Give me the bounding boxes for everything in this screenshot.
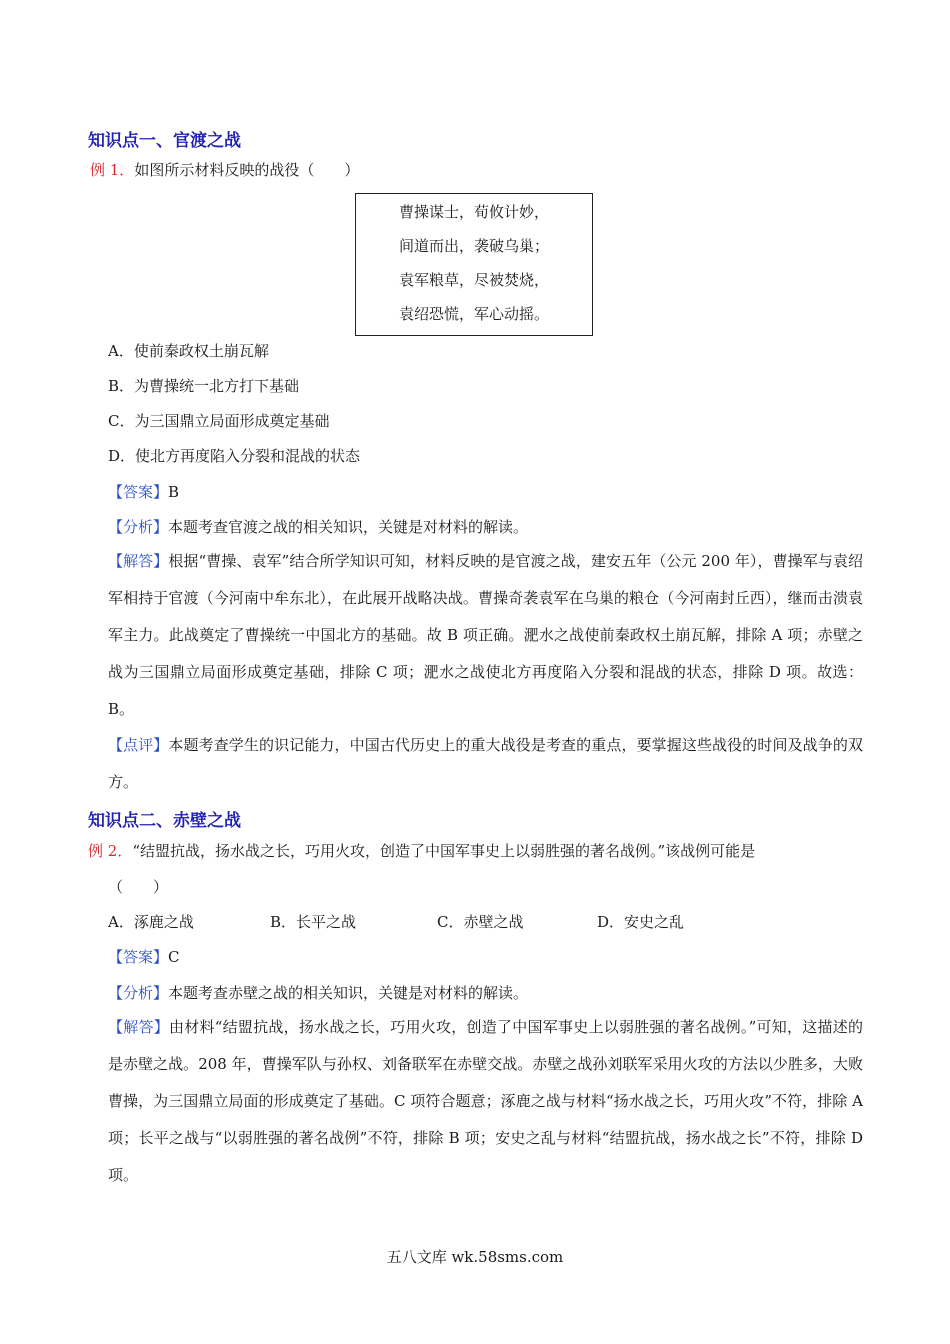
solution-paragraph bbox=[108, 543, 863, 728]
question-text: 如图所示材料反映的战役（ ） bbox=[134, 161, 360, 179]
option-d: D．使北方再度陷入分裂和混战的状态 bbox=[108, 447, 361, 465]
option-b: B．为曹操统一北方打下基础 bbox=[108, 377, 300, 395]
analysis-tag: 【分析】 bbox=[108, 984, 169, 1002]
option-b: B．长平之战 bbox=[270, 913, 357, 931]
analysis-tag: 【分析】 bbox=[108, 518, 169, 536]
option-c: C．赤壁之战 bbox=[437, 913, 524, 931]
option-d: D．安史之乱 bbox=[597, 913, 685, 931]
answer-value: B bbox=[168, 483, 180, 501]
answer-line bbox=[108, 947, 180, 967]
answer-value: C bbox=[168, 948, 180, 966]
answer-tag: 【答案】 bbox=[108, 483, 169, 501]
question-paren: （ ） bbox=[108, 878, 169, 896]
comment-tag: 【点评】 bbox=[108, 736, 169, 754]
analysis-line bbox=[108, 517, 528, 537]
example-2-question bbox=[88, 841, 755, 861]
section-heading-2: 知识点二、赤壁之战 bbox=[88, 811, 241, 831]
poem-line: 间道而出，袭破乌巢； bbox=[398, 237, 549, 255]
material-box bbox=[355, 193, 593, 336]
example-label: 例 1． bbox=[90, 161, 135, 179]
question-text: “结盟抗战，扬水战之长，巧用火攻，创造了中国军事史上以弱胜强的著名战例。”该战例可能是 bbox=[132, 842, 756, 860]
option-a: A．使前秦政权土崩瓦解 bbox=[108, 342, 269, 360]
footer-watermark: 五八文库 wk.58sms.com bbox=[386, 1248, 564, 1266]
comment-paragraph bbox=[108, 727, 863, 801]
solution-tag: 【解答】 bbox=[108, 1018, 169, 1036]
answer-line bbox=[108, 482, 179, 502]
option-a: A．涿鹿之战 bbox=[108, 913, 194, 931]
analysis-line bbox=[108, 983, 528, 1003]
section-heading-1: 知识点一、官渡之战 bbox=[88, 131, 241, 151]
solution-text: 根据“曹操、袁军”结合所学知识可知，材料反映的是官渡之战，建安五年（公元 200 年），曹操军与袁绍军相持于官渡（今河南中牟东北），在此展开战略决战。曹操奇袭袁军在乌巢的粮仓（今河南封丘西），继而击溃袁军主力。此战奠定了曹操统一中国北方的基础。故 B 项正确。淝水之战使前秦政权土崩瓦解，排除 A 项；赤壁之战为三国鼎立局面形成奠定基础，排除 C 项；淝水之战使北方再度陷入分裂和混战的状态，排除 D 项。故选：B。 bbox=[108, 552, 863, 718]
option-c: C．为三国鼎立局面形成奠定基础 bbox=[108, 412, 330, 430]
example-1-question bbox=[90, 160, 359, 180]
solution-paragraph bbox=[108, 1009, 863, 1194]
analysis-text: 本题考查官渡之战的相关知识，关键是对材料的解读。 bbox=[168, 518, 529, 536]
solution-text: 由材料“结盟抗战，扬水战之长，巧用火攻，创造了中国军事史上以弱胜强的著名战例。”可知，这描述的是赤壁之战。208 年，曹操军队与孙权、刘备联军在赤壁交战。赤壁之战孙刘联军采用火攻的方法以少胜多，大败曹操，为三国鼎立局面的形成奠定了基础。C 项符合题意；涿鹿之战与材料“扬水战之长，巧用火攻”不符，排除 A 项；长平之战与“以弱胜强的著名战例”不符，排除 B 项；安史之乱与材料“结盟抗战，扬水战之长”不符，排除 D 项。 bbox=[108, 1018, 863, 1184]
example-label: 例 2． bbox=[88, 842, 133, 860]
poem-line: 袁绍恐慌，军心动摇。 bbox=[398, 305, 549, 323]
poem-line: 曹操谋士，荀攸计妙， bbox=[398, 203, 549, 221]
comment-text: 本题考查学生的识记能力，中国古代历史上的重大战役是考查的重点，要掌握这些战役的时间及战争的双方。 bbox=[108, 736, 863, 791]
poem-line: 袁军粮草，尽被焚烧， bbox=[398, 271, 549, 289]
answer-tag: 【答案】 bbox=[108, 948, 169, 966]
solution-tag: 【解答】 bbox=[108, 552, 169, 570]
analysis-text: 本题考查赤壁之战的相关知识，关键是对材料的解读。 bbox=[168, 984, 529, 1002]
